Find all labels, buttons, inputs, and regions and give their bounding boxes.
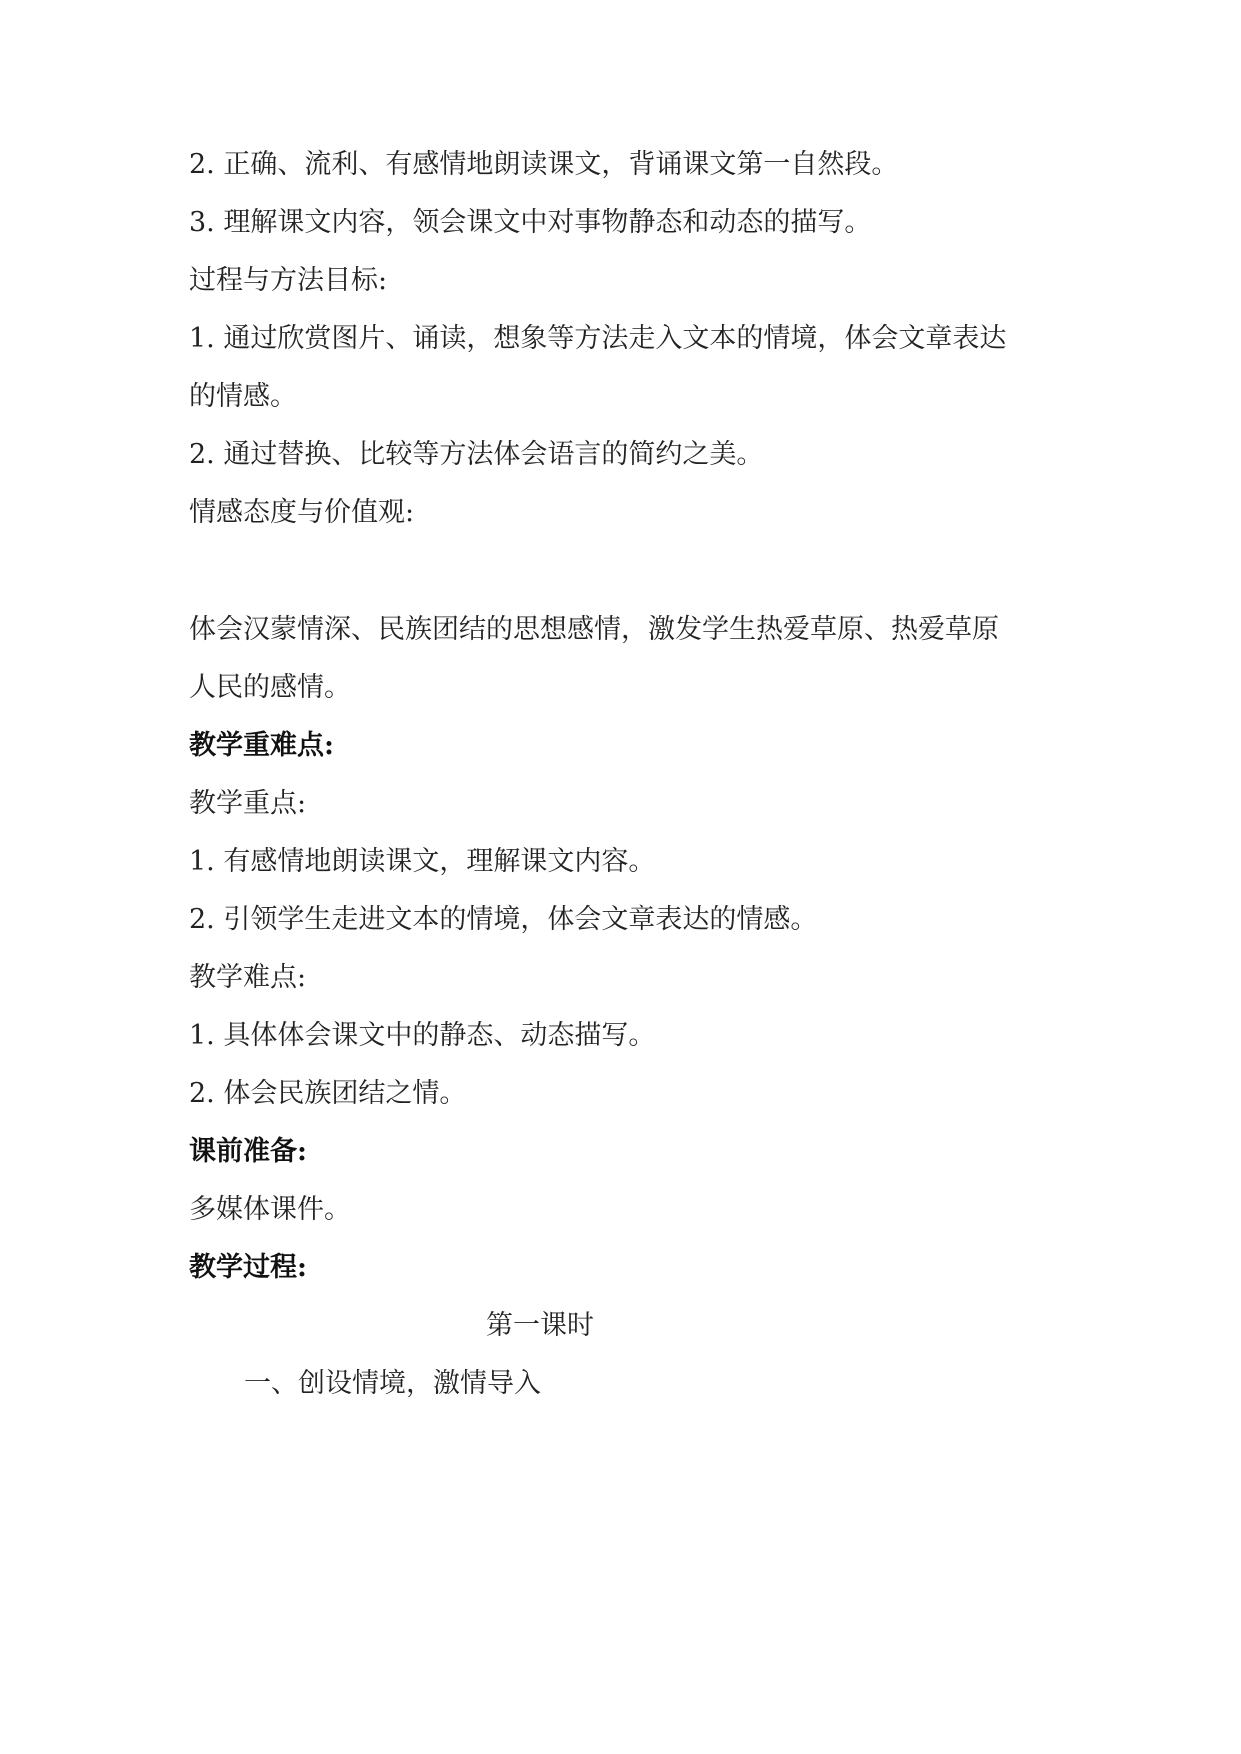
emotion-values-text: 体会汉蒙情深、民族团结的思想感情，激发学生热爱草原、热爱草原 (189, 614, 999, 645)
process-method-item-1: 1. 通过欣赏图片、诵读，想象等方法走入文本的情境，体会文章表达 (189, 323, 1007, 354)
teaching-difficulty-heading: 教学难点: (189, 962, 307, 993)
teaching-process-heading: 教学过程: (189, 1252, 307, 1283)
objective-line-2: 2. 正确、流利、有感情地朗读课文，背诵课文第一自然段。 (189, 149, 899, 180)
teaching-focus-item-2: 2. 引领学生走进文本的情境，体会文章表达的情感。 (189, 904, 818, 935)
process-method-item-2: 2. 通过替换、比较等方法体会语言的简约之美。 (189, 439, 764, 470)
first-lesson-title: 第一课时 (486, 1310, 594, 1341)
emotion-values-heading: 情感态度与价值观: (189, 497, 415, 528)
process-method-item-1-cont: 的情感。 (189, 381, 297, 412)
teaching-difficulty-item-1: 1. 具体体会课文中的静态、动态描写。 (189, 1020, 656, 1051)
teaching-focus-heading: 教学重点: (189, 788, 307, 819)
key-difficult-points-heading: 教学重难点: (189, 730, 334, 761)
preparation-heading: 课前准备: (189, 1136, 307, 1167)
objective-line-3: 3. 理解课文内容，领会课文中对事物静态和动态的描写。 (189, 207, 872, 238)
emotion-values-text-cont: 人民的感情。 (189, 672, 351, 703)
preparation-text: 多媒体课件。 (189, 1194, 351, 1225)
teaching-difficulty-item-2: 2. 体会民族团结之情。 (189, 1078, 467, 1109)
teaching-focus-item-1: 1. 有感情地朗读课文，理解课文内容。 (189, 846, 656, 877)
process-method-heading: 过程与方法目标: (189, 265, 388, 296)
section-one-heading: 一、创设情境，激情导入 (244, 1368, 541, 1399)
